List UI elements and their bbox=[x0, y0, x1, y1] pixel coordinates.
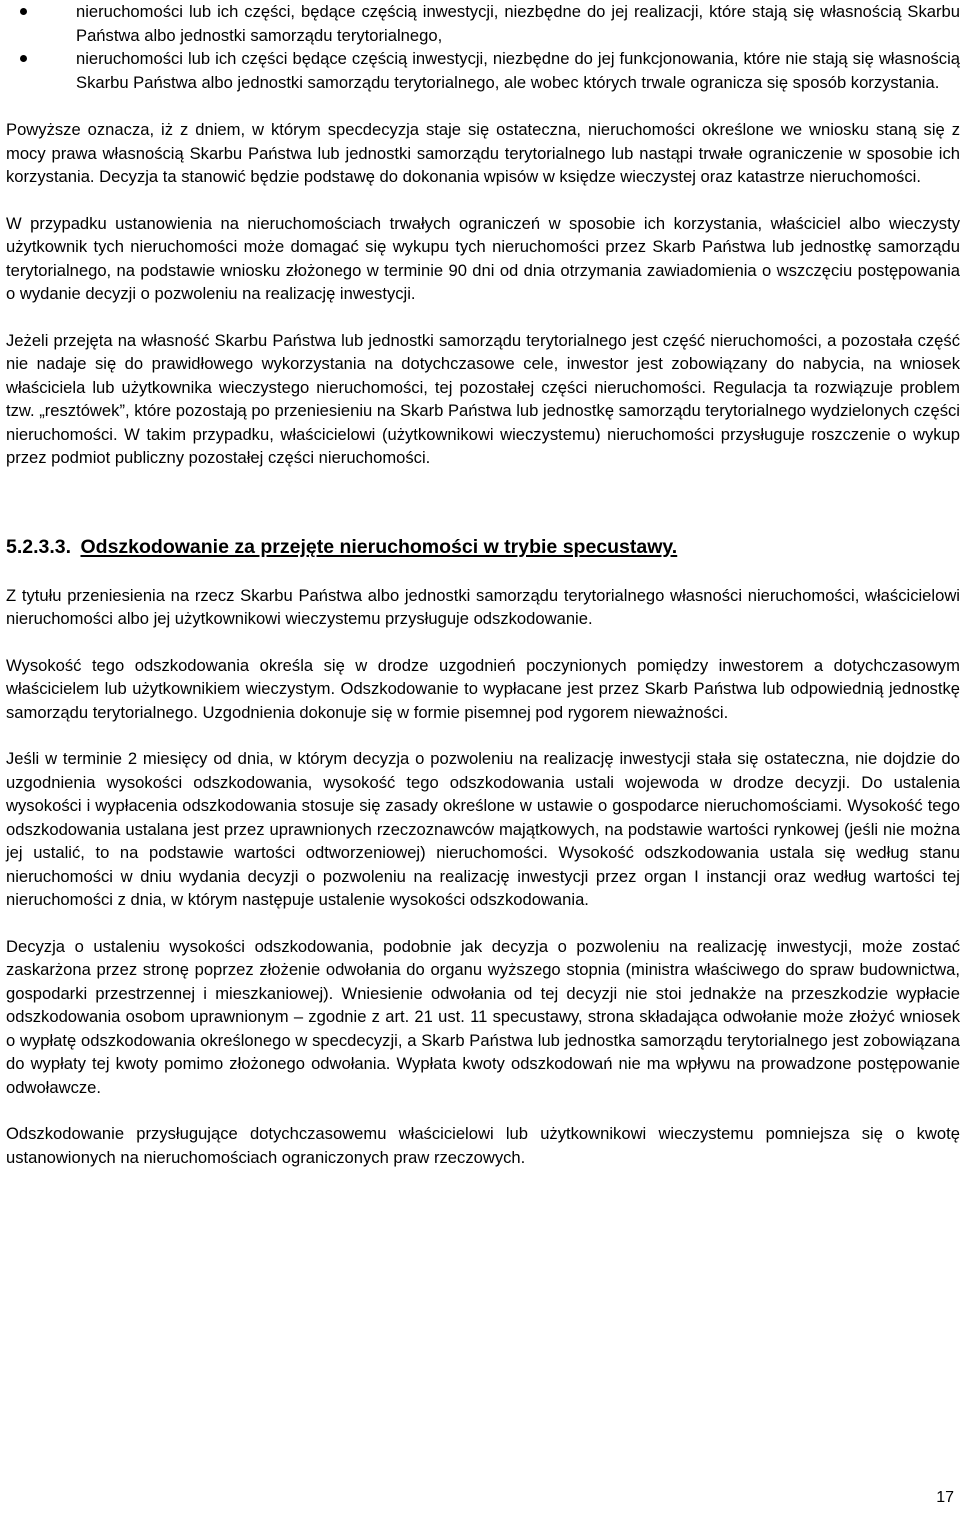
bullet-text: nieruchomości lub ich części, będące częścią inwestycji, niezbędne do jej realizacji, które stają się własnością Skarbu Państwa albo jednostki samorządu terytorialnego, bbox=[76, 2, 960, 45]
document-page bbox=[6, 0, 960, 1169]
paragraph: Decyzja o ustaleniu wysokości odszkodowania, podobnie jak decyzja o pozwoleniu na realizację inwestycji, może zostać zaskarżona przez stronę poprzez złożenie odwołania do organu wyższego stopnia (ministra właściwego do spraw budownictwa, gospodarki przestrzennej i mieszkaniowej). Wniesienie odwołania od tej decyzji nie stoi jednakże na przeszkodzie wypłacie odszkodowania osobom uprawnionym – zgodnie z art. 21 ust. 11 specustawy, strona składająca odwołanie może złożyć wniosek o wypłatę odszkodowania określonego w specdecyzji, a Skarb Państwa lub jednostka samorządu terytorialnego jest zobowiązana do wypłaty tej kwoty pomimo złożonego odwołania. Wypłata kwoty odszkodowań nie ma wpływu na prowadzone postępowanie odwoławcze. bbox=[6, 936, 960, 1097]
bullet-icon bbox=[20, 8, 27, 15]
paragraph: W przypadku ustanowienia na nieruchomościach trwałych ograniczeń w sposobie ich korzystania, właściciel albo wieczysty użytkownik tych nieruchomości może domagać się wykupu tych nieruchomości przez Skarb Państwa lub jednostkę samorządu terytorialnego, na podstawie wniosku złożonego w terminie 90 dni od dnia otrzymania zawiadomienia o wszczęciu postępowania o wydanie decyzji o pozwoleniu na realizację inwestycji. bbox=[6, 213, 960, 303]
paragraph: Powyższe oznacza, iż z dniem, w którym specdecyzja staje się ostateczna, nieruchomości określone we wniosku staną się z mocy prawa własnością Skarbu Państwa lub jednostki samorządu terytorialnego lub nastąpi trwałe ograniczenie w sposobie ich korzystania. Decyzja ta stanowić będzie podstawę do dokonania wpisów w księdze wieczystej oraz katastrze nieruchomości. bbox=[6, 120, 960, 186]
section-title: Odszkodowanie za przejęte nieruchomości w trybie specustawy. bbox=[80, 535, 678, 558]
paragraph: Jeżeli przejęta na własność Skarbu Państwa lub jednostki samorządu terytorialnego jest część nieruchomości, a pozostała część nie nadaje się do prawidłowego wykorzystania na dotychczasowe cele, inwestor jest zobowiązany do nabycia, na wniosek właściciela lub użytkownika wieczystego nieruchomości, tej pozostałej części nieruchomości. Regulacja ta rozwiązuje problem tzw. „resztówek”, które pozostają po przeniesieniu na Skarb Państwa lub jednostkę samorządu terytorialnego wydzielonych części nieruchomości. W takim przypadku, właścicielowi (użytkownikowi wieczystemu) nieruchomości przysługuje roszczenie o wykup przez podmiot publiczny pozostałej części nieruchomości. bbox=[6, 330, 960, 467]
bullet-text: nieruchomości lub ich części będące częścią inwestycji, niezbędne do jej funkcjonowania, które nie stają się własnością Skarbu Państwa albo jednostki samorządu terytorialnego, ale wobec których trwale ogranicza się sposób korzystania. bbox=[76, 49, 960, 92]
bullet-item bbox=[6, 0, 960, 47]
bullet-icon bbox=[20, 55, 27, 62]
bullet-list bbox=[6, 0, 960, 94]
paragraph: Odszkodowanie przysługujące dotychczasowemu właścicielowi lub użytkownikowi wieczystemu pomniejsza się o kwotę ustanowionych na nieruchomościach ograniczonych praw rzeczowych. bbox=[6, 1124, 960, 1167]
section-heading bbox=[6, 534, 960, 560]
section-number: 5.2.3.3. bbox=[6, 535, 72, 558]
paragraph: Wysokość tego odszkodowania określa się w drodze uzgodnień poczynionych pomiędzy inwestorem a dotychczasowym właścicielem lub użytkownikiem wieczystym. Odszkodowanie to wypłacane jest przez Skarb Państwa lub odpowiednią jednostkę samorządu terytorialnego. Uzgodnienia dokonuje się w formie pisemnej pod rygorem nieważności. bbox=[6, 655, 960, 722]
page-number: 17 bbox=[936, 1489, 954, 1506]
paragraph: Jeśli w terminie 2 miesięcy od dnia, w którym decyzja o pozwoleniu na realizację inwestycji stała się ostateczna, nie dojdzie do uzgodnienia wysokości odszkodowania, wysokość tego odszkodowania ustali wojewoda w drodze decyzji. Do ustalenia wysokości i wypłacenia odszkodowania stosuje się zasady określone w ustawie o gospodarce nieruchomościami. Wysokość tego odszkodowania ustalana jest przez uprawnionych rzeczoznawców majątkowych, na podstawie wartości rynkowej (jeśli nie można jej ustalić, to na podstawie wartości odtworzeniowej) nieruchomości. Wysokość odszkodowania ustala się według stanu nieruchomości w dniu wydania decyzji o pozwoleniu na realizację inwestycji przez organ I instancji oraz według wartości tej nieruchomości z dnia, w którym następuje ustalenie wysokości odszkodowania. bbox=[6, 749, 960, 909]
bullet-item bbox=[6, 47, 960, 94]
paragraph: Z tytułu przeniesienia na rzecz Skarbu Państwa albo jednostki samorządu terytorialnego własności nieruchomości, właścicielowi nieruchomości albo jej użytkownikowi wieczystemu przysługuje odszkodowanie. bbox=[6, 585, 960, 628]
